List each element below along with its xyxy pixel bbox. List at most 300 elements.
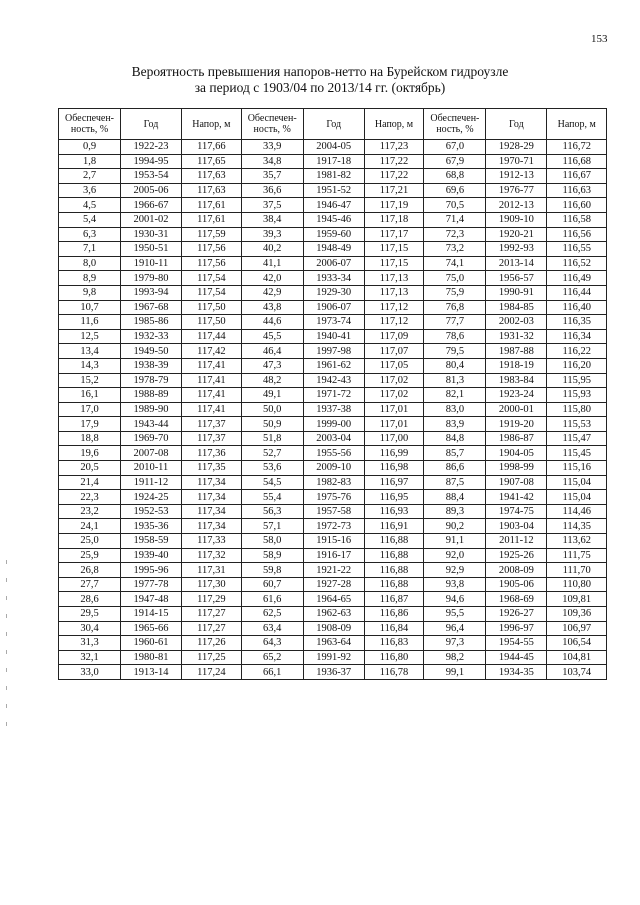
cell-year-2: 1915-16 [303,534,364,549]
cell-year-3: 1968-69 [486,592,547,607]
table-row [59,461,607,476]
cell-head-1: 117,27 [182,607,242,622]
cell-head-1: 117,54 [182,271,242,286]
cell-year-3: 1983-84 [486,373,547,388]
cell-year-3: 1970-71 [486,154,547,169]
table-row [59,358,607,373]
cell-probability-1: 21,4 [59,475,121,490]
cell-year-1: 1930-31 [121,227,182,242]
cell-probability-1: 3,6 [59,183,121,198]
cell-probability-2: 41,1 [241,256,303,271]
cell-probability-3: 83,9 [424,417,486,432]
cell-head-1: 117,66 [182,140,242,155]
cell-year-2: 1955-56 [303,446,364,461]
cell-head-3: 115,53 [547,417,607,432]
cell-year-3: 1919-20 [486,417,547,432]
cell-head-3: 116,44 [547,285,607,300]
cell-year-2: 1927-28 [303,577,364,592]
table-row [59,534,607,549]
cell-head-1: 117,34 [182,475,242,490]
cell-head-1: 117,54 [182,285,242,300]
cell-head-3: 109,81 [547,592,607,607]
cell-probability-1: 17,0 [59,402,121,417]
cell-year-3: 1905-06 [486,577,547,592]
cell-head-1: 117,34 [182,490,242,505]
table-row [59,490,607,505]
cell-head-3: 116,49 [547,271,607,286]
cell-head-1: 117,65 [182,154,242,169]
cell-head-2: 116,88 [364,548,424,563]
cell-year-2: 1936-37 [303,665,364,680]
cell-probability-2: 52,7 [241,446,303,461]
cell-probability-2: 61,6 [241,592,303,607]
cell-year-2: 1908-09 [303,621,364,636]
cell-year-3: 1918-19 [486,358,547,373]
cell-head-2: 117,02 [364,388,424,403]
cell-probability-2: 36,6 [241,183,303,198]
cell-head-2: 116,93 [364,504,424,519]
cell-head-2: 116,95 [364,490,424,505]
table-row [59,475,607,490]
cell-year-3: 1990-91 [486,285,547,300]
cell-probability-3: 79,5 [424,344,486,359]
cell-head-1: 117,41 [182,402,242,417]
cell-head-1: 117,50 [182,300,242,315]
table-row [59,417,607,432]
cell-year-1: 1967-68 [121,300,182,315]
cell-probability-1: 15,2 [59,373,121,388]
cell-head-3: 115,93 [547,388,607,403]
cell-head-2: 117,13 [364,271,424,286]
cell-year-2: 1982-83 [303,475,364,490]
cell-head-2: 116,83 [364,636,424,651]
cell-year-1: 1980-81 [121,650,182,665]
table-row [59,388,607,403]
table-row [59,650,607,665]
cell-head-2: 117,22 [364,154,424,169]
header-year-3: Год [486,109,547,140]
cell-head-3: 116,67 [547,169,607,184]
cell-probability-3: 71,4 [424,212,486,227]
title-line-2: за период с 1903/04 по 2013/14 гг. (октябрь) [194,80,446,95]
cell-probability-1: 25,9 [59,548,121,563]
cell-year-2: 1964-65 [303,592,364,607]
cell-probability-3: 82,1 [424,388,486,403]
cell-year-2: 1929-30 [303,285,364,300]
cell-head-1: 117,34 [182,504,242,519]
cell-head-2: 117,15 [364,256,424,271]
cell-year-1: 1985-86 [121,315,182,330]
cell-probability-2: 40,2 [241,242,303,257]
cell-probability-2: 33,9 [241,140,303,155]
cell-probability-2: 34,8 [241,154,303,169]
cell-probability-3: 81,3 [424,373,486,388]
cell-head-2: 116,86 [364,607,424,622]
table-row [59,256,607,271]
cell-probability-1: 16,1 [59,388,121,403]
cell-year-2: 1961-62 [303,358,364,373]
cell-probability-2: 43,8 [241,300,303,315]
table-row [59,446,607,461]
cell-year-2: 1942-43 [303,373,364,388]
table-row [59,504,607,519]
cell-head-3: 115,45 [547,446,607,461]
page-number: 153 [591,33,608,45]
cell-head-3: 116,72 [547,140,607,155]
cell-head-3: 116,55 [547,242,607,257]
cell-head-2: 116,87 [364,592,424,607]
cell-year-1: 1924-25 [121,490,182,505]
cell-year-1: 1914-15 [121,607,182,622]
cell-year-1: 1935-36 [121,519,182,534]
cell-head-2: 116,78 [364,665,424,680]
cell-head-3: 116,52 [547,256,607,271]
cell-year-2: 1991-92 [303,650,364,665]
cell-head-1: 117,61 [182,212,242,227]
cell-probability-3: 85,7 [424,446,486,461]
cell-head-1: 117,24 [182,665,242,680]
cell-year-2: 1933-34 [303,271,364,286]
cell-probability-3: 96,4 [424,621,486,636]
cell-probability-1: 10,7 [59,300,121,315]
cell-probability-1: 29,5 [59,607,121,622]
cell-year-3: 1903-04 [486,519,547,534]
cell-head-3: 106,97 [547,621,607,636]
cell-year-3: 2013-14 [486,256,547,271]
cell-head-2: 117,01 [364,402,424,417]
cell-probability-3: 68,8 [424,169,486,184]
cell-year-2: 1917-18 [303,154,364,169]
cell-year-3: 1956-57 [486,271,547,286]
cell-probability-2: 58,0 [241,534,303,549]
header-probability-2: Обеспечен-ность, % [241,109,303,140]
cell-head-1: 117,50 [182,315,242,330]
cell-probability-3: 70,5 [424,198,486,213]
cell-year-2: 1957-58 [303,504,364,519]
table-row [59,431,607,446]
cell-year-2: 1916-17 [303,548,364,563]
cell-head-2: 116,98 [364,461,424,476]
table-row [59,329,607,344]
cell-probability-3: 77,7 [424,315,486,330]
cell-probability-2: 58,9 [241,548,303,563]
cell-year-3: 1925-26 [486,548,547,563]
cell-year-1: 1939-40 [121,548,182,563]
cell-year-1: 1950-51 [121,242,182,257]
cell-probability-1: 9,8 [59,285,121,300]
header-head-3: Напор, м [547,109,607,140]
cell-probability-2: 64,3 [241,636,303,651]
cell-head-2: 116,99 [364,446,424,461]
cell-year-3: 1920-21 [486,227,547,242]
cell-head-3: 115,16 [547,461,607,476]
cell-year-3: 1986-87 [486,431,547,446]
cell-head-2: 117,23 [364,140,424,155]
cell-year-3: 1923-24 [486,388,547,403]
cell-head-2: 116,88 [364,534,424,549]
cell-probability-1: 32,1 [59,650,121,665]
table-row [59,344,607,359]
cell-head-1: 117,25 [182,650,242,665]
cell-year-2: 1997-98 [303,344,364,359]
cell-head-2: 117,12 [364,315,424,330]
table-row [59,563,607,578]
cell-head-3: 115,47 [547,431,607,446]
cell-head-3: 116,60 [547,198,607,213]
cell-year-1: 1953-54 [121,169,182,184]
cell-probability-3: 69,6 [424,183,486,198]
cell-probability-3: 76,8 [424,300,486,315]
cell-probability-3: 94,6 [424,592,486,607]
cell-year-1: 2005-06 [121,183,182,198]
cell-year-3: 1904-05 [486,446,547,461]
cell-head-2: 117,07 [364,344,424,359]
cell-head-1: 117,34 [182,519,242,534]
cell-year-3: 1992-93 [486,242,547,257]
cell-probability-2: 63,4 [241,621,303,636]
cell-probability-1: 12,5 [59,329,121,344]
cell-year-1: 1911-12 [121,475,182,490]
cell-year-3: 1909-10 [486,212,547,227]
cell-head-2: 116,80 [364,650,424,665]
cell-year-3: 2012-13 [486,198,547,213]
cell-probability-3: 74,1 [424,256,486,271]
cell-probability-1: 23,2 [59,504,121,519]
table-row [59,154,607,169]
table-row [59,548,607,563]
cell-head-1: 117,36 [182,446,242,461]
cell-probability-2: 66,1 [241,665,303,680]
cell-head-2: 116,88 [364,577,424,592]
scan-margin-marks [6,560,8,760]
cell-year-2: 1981-82 [303,169,364,184]
table-row [59,212,607,227]
cell-year-1: 1943-44 [121,417,182,432]
cell-year-1: 1994-95 [121,154,182,169]
cell-probability-2: 44,6 [241,315,303,330]
cell-head-1: 117,41 [182,388,242,403]
cell-head-3: 103,74 [547,665,607,680]
table-row [59,577,607,592]
cell-year-1: 1977-78 [121,577,182,592]
cell-head-3: 115,95 [547,373,607,388]
cell-year-3: 1912-13 [486,169,547,184]
cell-probability-1: 7,1 [59,242,121,257]
cell-probability-2: 42,0 [241,271,303,286]
cell-head-3: 111,75 [547,548,607,563]
cell-probability-2: 55,4 [241,490,303,505]
cell-head-1: 117,41 [182,358,242,373]
table-row [59,607,607,622]
cell-probability-2: 54,5 [241,475,303,490]
cell-head-2: 117,12 [364,300,424,315]
cell-probability-2: 57,1 [241,519,303,534]
cell-probability-2: 50,9 [241,417,303,432]
cell-year-3: 1987-88 [486,344,547,359]
cell-probability-1: 19,6 [59,446,121,461]
cell-head-3: 114,35 [547,519,607,534]
cell-year-2: 1945-46 [303,212,364,227]
cell-year-2: 1951-52 [303,183,364,198]
cell-year-3: 2008-09 [486,563,547,578]
cell-head-2: 117,17 [364,227,424,242]
header-head-2: Напор, м [364,109,424,140]
table-row [59,285,607,300]
cell-head-2: 117,05 [364,358,424,373]
header-probability-1: Обеспечен-ность, % [59,109,121,140]
table-row [59,300,607,315]
cell-head-1: 117,42 [182,344,242,359]
header-year-1: Год [121,109,182,140]
table-row [59,271,607,286]
cell-head-3: 116,63 [547,183,607,198]
cell-probability-1: 25,0 [59,534,121,549]
cell-probability-1: 1,8 [59,154,121,169]
cell-probability-3: 67,0 [424,140,486,155]
cell-year-2: 1999-00 [303,417,364,432]
table-row [59,519,607,534]
cell-year-3: 1998-99 [486,461,547,476]
cell-probability-2: 50,0 [241,402,303,417]
cell-probability-1: 20,5 [59,461,121,476]
cell-head-1: 117,27 [182,621,242,636]
cell-head-2: 117,22 [364,169,424,184]
cell-probability-1: 4,5 [59,198,121,213]
cell-head-1: 117,59 [182,227,242,242]
cell-probability-3: 97,3 [424,636,486,651]
cell-probability-3: 80,4 [424,358,486,373]
cell-head-3: 115,04 [547,490,607,505]
cell-head-3: 113,62 [547,534,607,549]
cell-head-1: 117,31 [182,563,242,578]
cell-probability-2: 42,9 [241,285,303,300]
cell-probability-1: 8,9 [59,271,121,286]
cell-probability-2: 60,7 [241,577,303,592]
cell-probability-1: 24,1 [59,519,121,534]
cell-year-1: 1958-59 [121,534,182,549]
table-body [59,140,607,680]
cell-probability-3: 98,2 [424,650,486,665]
cell-probability-2: 65,2 [241,650,303,665]
cell-head-2: 117,01 [364,417,424,432]
cell-head-1: 117,56 [182,256,242,271]
cell-head-2: 116,84 [364,621,424,636]
cell-head-2: 117,21 [364,183,424,198]
cell-probability-3: 99,1 [424,665,486,680]
cell-year-3: 1931-32 [486,329,547,344]
title-line-1: Вероятность превышения напоров-нетто на Бурейском гидроузле [131,64,509,79]
cell-head-3: 104,81 [547,650,607,665]
cell-year-1: 1922-23 [121,140,182,155]
cell-year-3: 1907-08 [486,475,547,490]
cell-year-3: 1996-97 [486,621,547,636]
table-row [59,315,607,330]
cell-head-1: 117,63 [182,169,242,184]
cell-probability-3: 92,0 [424,548,486,563]
cell-probability-2: 39,3 [241,227,303,242]
table-row [59,140,607,155]
cell-probability-3: 75,9 [424,285,486,300]
cell-head-2: 117,13 [364,285,424,300]
cell-head-3: 115,80 [547,402,607,417]
cell-year-3: 1941-42 [486,490,547,505]
cell-head-1: 117,32 [182,548,242,563]
table-row [59,183,607,198]
cell-year-3: 1926-27 [486,607,547,622]
cell-probability-1: 18,8 [59,431,121,446]
cell-head-1: 117,26 [182,636,242,651]
cell-head-1: 117,37 [182,431,242,446]
cell-year-2: 1946-47 [303,198,364,213]
cell-probability-3: 72,3 [424,227,486,242]
cell-probability-1: 6,3 [59,227,121,242]
cell-year-1: 1949-50 [121,344,182,359]
cell-year-2: 1962-63 [303,607,364,622]
cell-probability-2: 35,7 [241,169,303,184]
cell-probability-1: 27,7 [59,577,121,592]
cell-probability-3: 91,1 [424,534,486,549]
cell-year-3: 1944-45 [486,650,547,665]
cell-head-2: 116,97 [364,475,424,490]
cell-year-3: 2000-01 [486,402,547,417]
cell-probability-1: 30,4 [59,621,121,636]
cell-probability-2: 59,8 [241,563,303,578]
table-row [59,242,607,257]
cell-year-1: 2001-02 [121,212,182,227]
head-probability-table [58,108,607,680]
table-row [59,592,607,607]
cell-year-1: 1978-79 [121,373,182,388]
cell-year-1: 1988-89 [121,388,182,403]
cell-year-1: 1993-94 [121,285,182,300]
cell-year-1: 1966-67 [121,198,182,213]
cell-year-2: 1937-38 [303,402,364,417]
cell-year-3: 1974-75 [486,504,547,519]
cell-probability-3: 84,8 [424,431,486,446]
cell-probability-3: 78,6 [424,329,486,344]
table-row [59,665,607,680]
cell-head-3: 116,35 [547,315,607,330]
cell-probability-1: 22,3 [59,490,121,505]
cell-head-3: 116,58 [547,212,607,227]
cell-head-3: 106,54 [547,636,607,651]
cell-head-1: 117,30 [182,577,242,592]
cell-head-3: 114,46 [547,504,607,519]
table-row [59,636,607,651]
cell-year-3: 1928-29 [486,140,547,155]
cell-year-2: 2009-10 [303,461,364,476]
table-row [59,402,607,417]
cell-probability-2: 49,1 [241,388,303,403]
cell-head-1: 117,37 [182,417,242,432]
table-row [59,198,607,213]
cell-head-1: 117,33 [182,534,242,549]
cell-probability-1: 11,6 [59,315,121,330]
cell-year-1: 1969-70 [121,431,182,446]
cell-probability-2: 48,2 [241,373,303,388]
cell-probability-1: 13,4 [59,344,121,359]
cell-probability-3: 88,4 [424,490,486,505]
cell-head-2: 117,15 [364,242,424,257]
cell-probability-3: 73,2 [424,242,486,257]
cell-year-2: 1906-07 [303,300,364,315]
cell-head-3: 110,80 [547,577,607,592]
cell-probability-3: 87,5 [424,475,486,490]
cell-year-2: 2004-05 [303,140,364,155]
cell-head-3: 116,20 [547,358,607,373]
cell-head-3: 116,40 [547,300,607,315]
cell-year-2: 2003-04 [303,431,364,446]
